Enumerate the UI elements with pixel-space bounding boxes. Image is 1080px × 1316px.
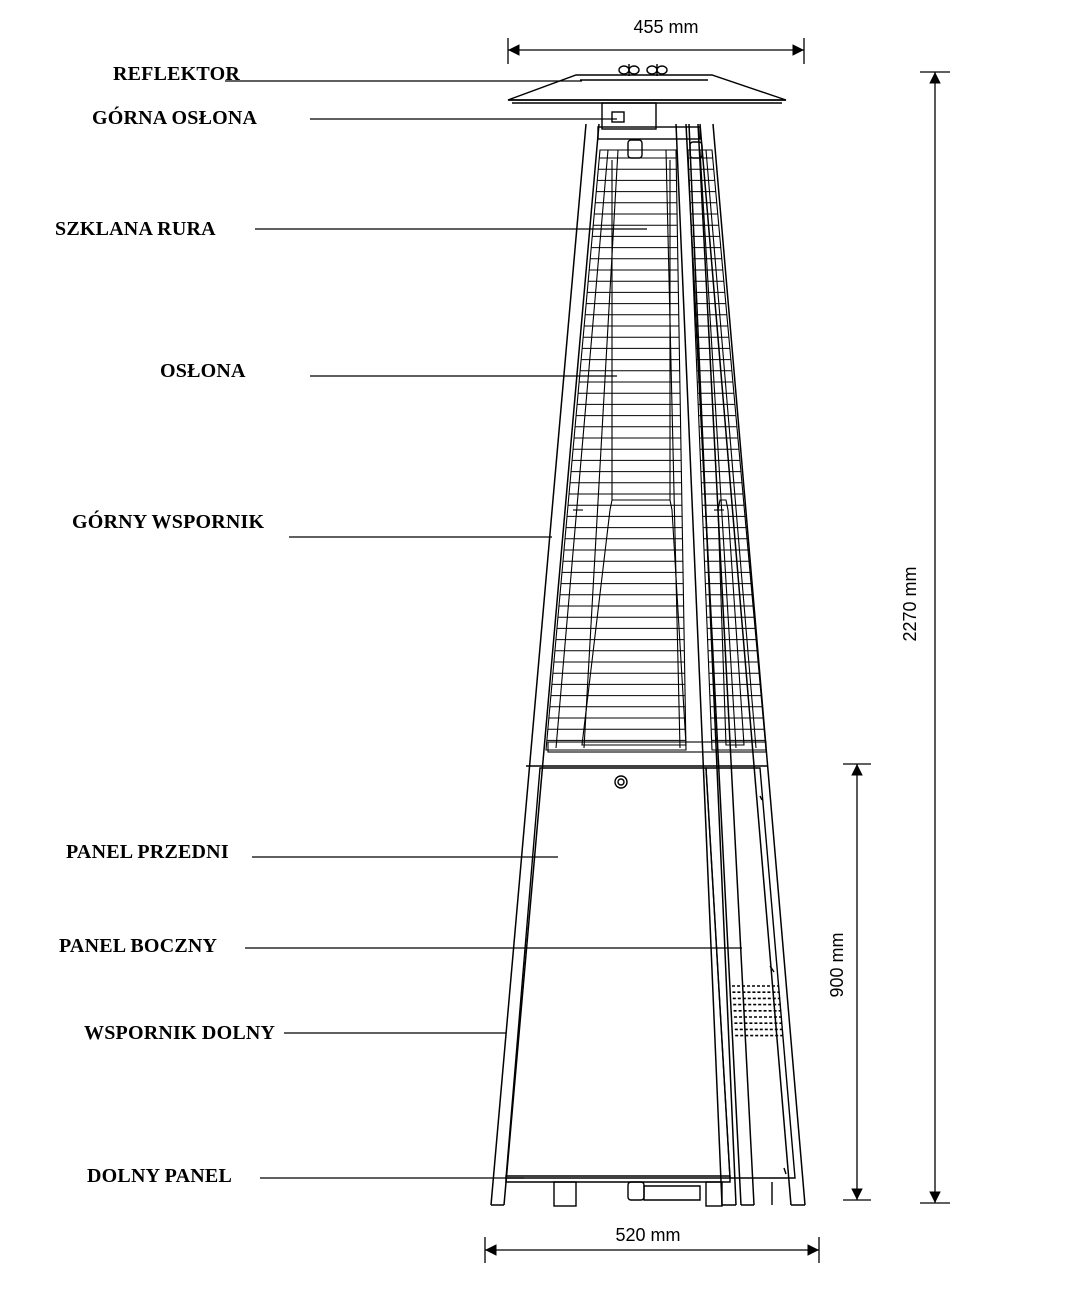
leader-lines [225,81,742,1178]
reflector-shape [508,64,786,103]
label-wspornik-dolny: WSPORNIK DOLNY [84,1022,276,1044]
dim-top-width: 455 mm [633,17,699,37]
label-reflektor: REFLEKTOR [113,63,241,85]
dim-lower-height: 900 mm [827,932,847,998]
label-panel-boczny: PANEL BOCZNY [59,935,218,957]
guard-horizontal-rods [547,158,765,740]
dim-base-width: 520 mm [615,1225,681,1245]
label-gorny-wspornik: GÓRNY WSPORNIK [72,511,265,533]
label-szklana-rura: SZKLANA RURA [55,218,216,240]
lower-housing [506,766,795,1206]
label-oslona: OSŁONA [160,360,246,382]
label-gorna-oslona: GÓRNA OSŁONA [92,107,258,129]
label-panel-przedni: PANEL PRZEDNI [66,841,229,863]
label-dolny-panel: DOLNY PANEL [87,1165,232,1187]
dim-total-height: 2270 mm [900,566,920,642]
